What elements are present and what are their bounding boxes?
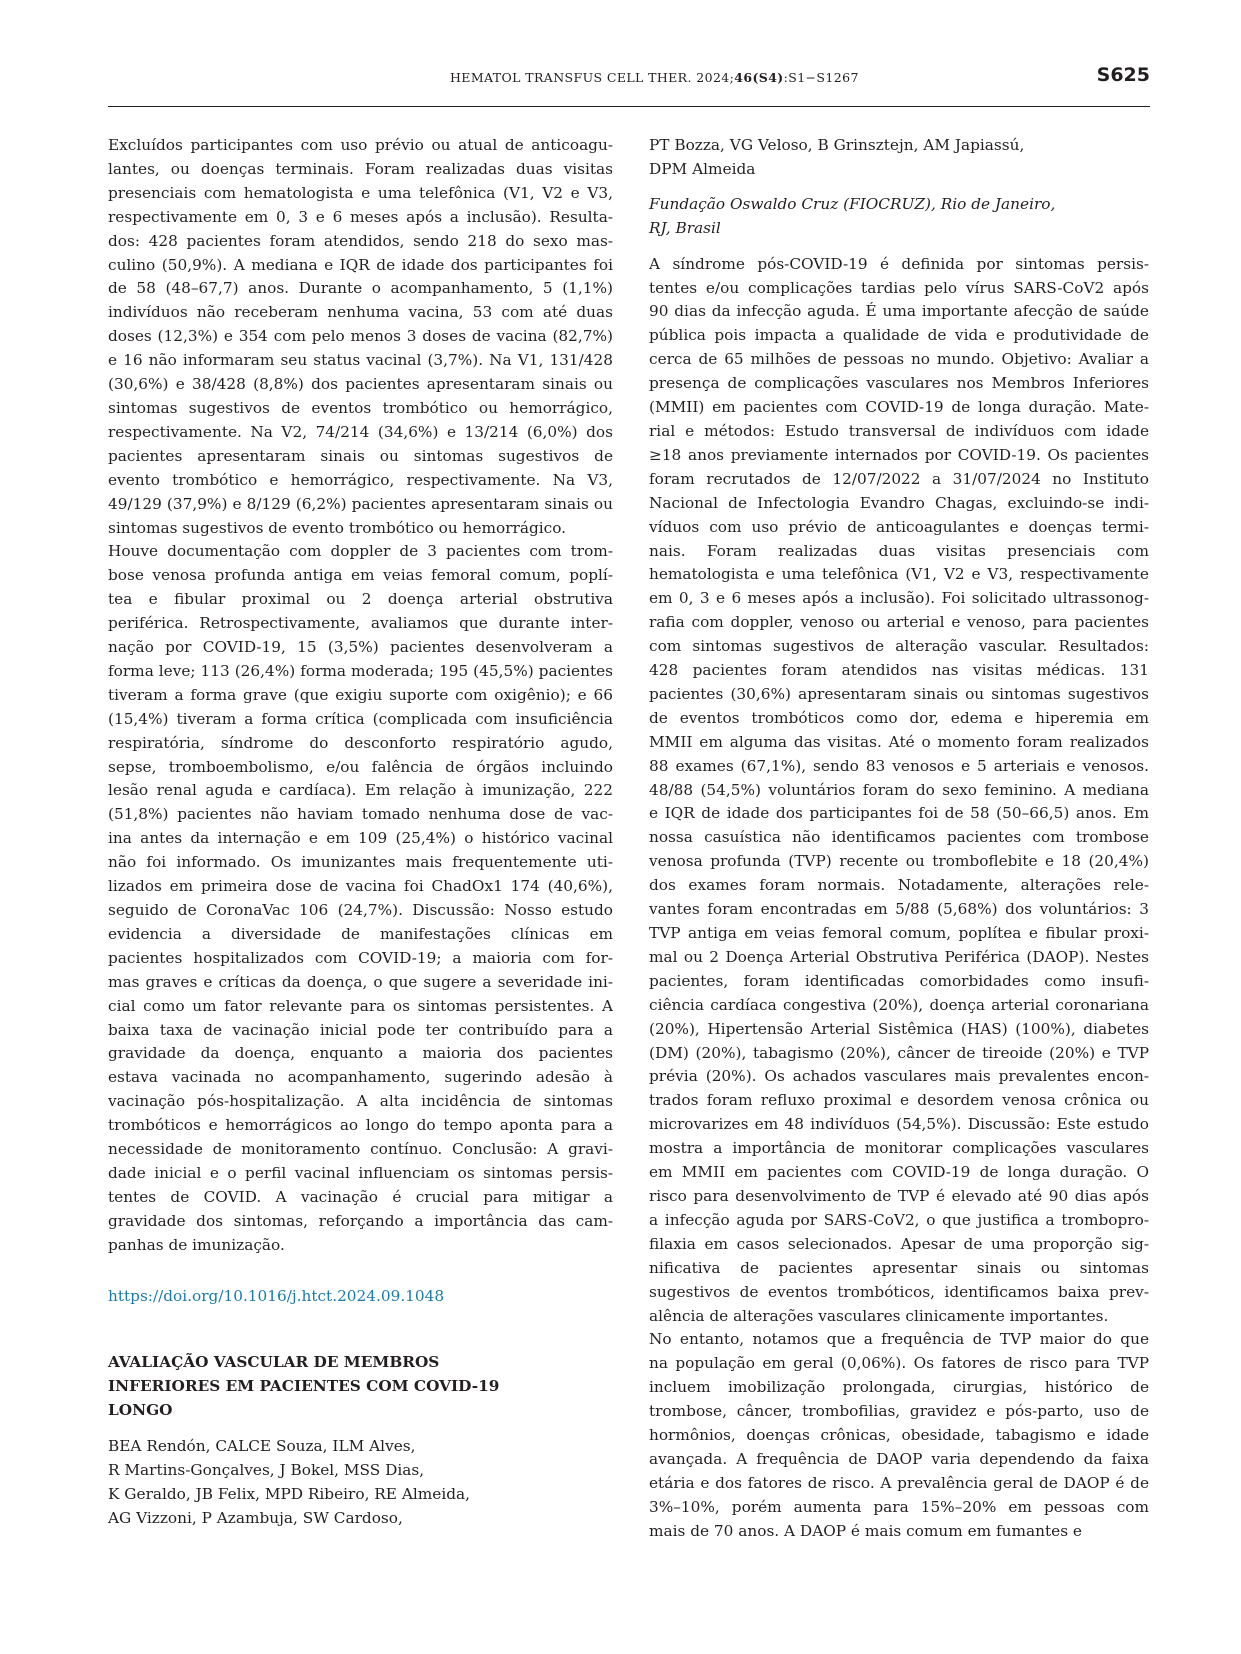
text-line: víduos com uso prévio de anticoagulantes e doenças termi- — [649, 517, 1149, 536]
author-line: R Martins-Gonçalves, J Bokel, MSS Dias, — [108, 1461, 425, 1479]
author-list-continued — [649, 134, 1149, 182]
affiliation-line: Fundação Oswaldo Cruz (FIOCRUZ), Rio de Janeiro, — [649, 194, 1056, 213]
text-line: periférica. Retrospectivamente, avaliamos que durante inter- — [108, 614, 613, 633]
text-line: risco para desenvolvimento de TVP é elevado até 90 dias após — [649, 1186, 1149, 1205]
text-line: dade inicial e o perfil vacinal influenciam os sintomas persis- — [108, 1163, 613, 1182]
article-title — [108, 1350, 499, 1422]
text-line: 88 exames (67,1%), sendo 83 venosos e 5 arteriais e venosos. — [649, 756, 1149, 775]
text-line: presenciais com hematologista e uma telefônica (V1, V2 e V3, — [108, 183, 613, 202]
text-line: venosa profunda (TVP) recente ou tromboflebite e 18 (20,4%) — [649, 852, 1149, 871]
author-list — [108, 1434, 470, 1530]
text-line: nação por COVID-19, 15 (3,5%) pacientes desenvolveram a — [108, 638, 613, 657]
text-line: cerca de 65 milhões de pessoas no mundo. Objetivo: Avaliar a — [649, 350, 1149, 369]
text-line: trombose, câncer, trombofilias, gravidez e pós-parto, uso de — [649, 1402, 1149, 1421]
text-line: evidencia a diversidade de manifestações clínicas em — [108, 924, 613, 943]
journal-citation: HEMATOL TRANSFUS CELL THER. 2024;46(S4):S1−S1267 — [450, 70, 859, 85]
text-line: doses (12,3%) e 354 com pelo menos 3 doses de vacina (82,7%) — [108, 327, 613, 346]
text-line: e IQR de idade dos participantes foi de 58 (50–66,5) anos. Em — [649, 804, 1149, 823]
text-line: não foi informado. Os imunizantes mais frequentemente uti- — [108, 853, 613, 872]
affiliation — [649, 193, 1149, 241]
text-line: etária e dos fatores de risco. A prevalência geral de DAOP é de — [649, 1473, 1149, 1492]
text-line: 428 pacientes foram atendidos nas visitas médicas. 131 — [649, 661, 1149, 680]
text-line: vacinação pós-hospitalização. A alta incidência de sintomas — [108, 1092, 613, 1111]
text-line: cial como um fator relevante para os sintomas persistentes. A — [108, 996, 613, 1015]
author-line: K Geraldo, JB Felix, MPD Ribeiro, RE Almeida, — [108, 1485, 471, 1503]
text-line: sintomas sugestivos de eventos trombótico ou hemorrágico, — [108, 398, 613, 417]
text-line: mas graves e críticas da doença, o que sugere a severidade ini- — [108, 972, 613, 991]
text-line: (30,6%) e 38/428 (8,8%) dos pacientes apresentaram sinais ou — [108, 375, 613, 394]
text-line: trombóticos e hemorrágicos ao longo do tempo aponta para a — [108, 1116, 613, 1135]
text-line: presença de complicações vasculares nos Membros Inferiores — [649, 374, 1149, 393]
text-line: pacientes, foram identificadas comorbidades como insufi- — [649, 971, 1149, 990]
text-line: TVP antiga em veias femoral comum, poplítea e fibular proxi- — [649, 924, 1149, 942]
text-line: lantes, ou doenças terminais. Foram realizadas duas visitas — [108, 159, 613, 178]
text-line: evento trombótico e hemorrágico, respectivamente. Na V3, — [108, 470, 613, 489]
text-line: MMII em alguma das visitas. Até o momento foram realizados — [649, 732, 1149, 751]
text-line: de eventos trombóticos como dor, edema e hiperemia em — [649, 708, 1149, 727]
text-line: hormônios, doenças crônicas, obesidade, tabagismo e idade — [649, 1426, 1149, 1445]
text-line: nificativa de pacientes apresentar sinais ou sintomas — [649, 1258, 1149, 1277]
text-line: mais de 70 anos. A DAOP é mais comum em fumantes e — [649, 1521, 1082, 1540]
text-line: avançada. A frequência de DAOP varia dependendo da faixa — [649, 1449, 1149, 1468]
text-line: indivíduos não receberam nenhuma vacina, 53 com até duas — [108, 303, 613, 322]
text-line: sepse, tromboembolismo, e/ou falência de órgãos incluindo — [108, 757, 613, 776]
text-line: (20%), Hipertensão Arterial Sistêmica (HAS) (100%), diabetes — [649, 1019, 1149, 1038]
text-line: nossa casuística não identificamos pacientes com trombose — [649, 828, 1149, 847]
text-line: tea e fibular proximal ou 2 doença arterial obstrutiva — [108, 590, 613, 609]
text-line: pacientes apresentaram sinais ou sintomas sugestivos de — [108, 446, 613, 465]
text-line: vantes foram encontradas em 5/88 (5,68%) dos voluntários: 3 — [649, 900, 1149, 919]
title-line: LONGO — [108, 1401, 173, 1419]
left-column-body — [108, 134, 613, 1258]
doi-link[interactable]: https://doi.org/10.1016/j.htct.2024.09.1048 — [108, 1287, 445, 1305]
title-line: AVALIAÇÃO VASCULAR DE MEMBROS — [108, 1353, 440, 1371]
text-line: dos exames foram normais. Notadamente, alterações rele- — [649, 876, 1149, 895]
text-line: 90 dias da infecção aguda. É uma importante afecção de saúde — [649, 302, 1149, 321]
text-line: trados foram refluxo proximal e desordem venosa crônica ou — [649, 1091, 1149, 1110]
text-line: em MMII em pacientes com COVID-19 de longa duração. O — [649, 1163, 1149, 1182]
text-line: sugestivos de eventos trombóticos, identificamos baixa prev- — [649, 1282, 1149, 1301]
text-line: estava vacinada no acompanhamento, sugerindo adesão à — [108, 1068, 613, 1087]
text-line: respiratória, síndrome do desconforto respiratório agudo, — [108, 733, 613, 752]
text-line: gravidade da doença, enquanto a maioria dos pacientes — [108, 1044, 613, 1063]
text-line: em 0, 3 e 6 meses após a inclusão). Foi solicitado ultrassonog- — [649, 589, 1149, 608]
text-line: pacientes (30,6%) apresentaram sinais ou sintomas sugestivos — [649, 684, 1149, 703]
header-rule — [108, 106, 1150, 107]
text-line: ina antes da internação e em 109 (25,4%) o histórico vacinal — [108, 829, 613, 848]
text-line: 3%–10%, porém aumenta para 15%–20% em pessoas com — [649, 1497, 1149, 1516]
title-line: INFERIORES EM PACIENTES COM COVID-19 — [108, 1377, 500, 1395]
text-line: (15,4%) tiveram a forma crítica (complicada com insuficiência — [108, 709, 613, 728]
text-line: nais. Foram realizadas duas visitas presenciais com — [649, 541, 1149, 560]
text-line: com sintomas sugestivos de alteração vascular. Resultados: — [649, 637, 1149, 656]
text-line: sintomas sugestivos de evento trombótico ou hemorrágico. — [108, 518, 567, 537]
text-line: mal ou 2 Doença Arterial Obstrutiva Periférica (DAOP). Nestes — [649, 947, 1149, 966]
running-header — [108, 64, 1150, 94]
text-line: 48/88 (54,5%) voluntários foram do sexo feminino. A mediana — [649, 780, 1149, 799]
text-line: Nacional de Infectologia Evandro Chagas, excluindo-se indi- — [649, 493, 1149, 512]
text-line: baixa taxa de vacinação inicial pode ter contribuído para a — [108, 1020, 613, 1039]
text-line: pacientes hospitalizados com COVID-19; a maioria com for- — [108, 948, 613, 967]
text-line: de 58 (48–67,7) anos. Durante o acompanhamento, 5 (1,1%) — [108, 279, 613, 298]
text-line: incluem imobilização prolongada, cirurgias, histórico de — [649, 1378, 1149, 1397]
author-line: AG Vizzoni, P Azambuja, SW Cardoso, — [108, 1509, 403, 1527]
text-line: mostra a importância de monitorar complicações vasculares — [649, 1139, 1149, 1158]
text-line: ≥18 anos previamente internados por COVID-19. Os pacientes — [649, 445, 1149, 464]
abstract-body — [649, 253, 1149, 1544]
text-line: culino (50,9%). A mediana e IQR de idade dos participantes foi — [108, 255, 613, 274]
text-line: Houve documentação com doppler de 3 pacientes com trom- — [108, 542, 613, 561]
text-line: rial e métodos: Estudo transversal de indivíduos com idade — [649, 421, 1149, 440]
text-line: rafia com doppler, venoso ou arterial e venoso, para pacientes — [649, 613, 1149, 632]
text-line: respectivamente. Na V2, 74/214 (34,6%) e 13/214 (6,0%) dos — [108, 422, 613, 441]
text-line: forma leve; 113 (26,4%) forma moderada; 195 (45,5%) pacientes — [108, 661, 613, 680]
text-line: bose venosa profunda antiga em veias femoral comum, poplí- — [108, 566, 613, 585]
author-line: BEA Rendón, CALCE Souza, ILM Alves, — [108, 1437, 416, 1455]
text-line: (51,8%) pacientes não haviam tomado nenhuma dose de vac- — [108, 805, 613, 824]
text-line: No entanto, notamos que a frequência de TVP maior do que — [649, 1330, 1149, 1349]
text-line: pública pois impacta a qualidade de vida e produtividade de — [649, 326, 1149, 345]
author-line: DPM Almeida — [649, 159, 756, 178]
text-line: hematologista e uma telefônica (V1, V2 e V3, respectivamente — [649, 565, 1149, 584]
text-line: gravidade dos sintomas, reforçando a importância das cam- — [108, 1211, 613, 1230]
text-line: (DM) (20%), tabagismo (20%), câncer de tireoide (20%) e TVP — [649, 1043, 1149, 1062]
text-line: e 16 não informaram seu status vacinal (3,7%). Na V1, 131/428 — [108, 351, 613, 370]
affiliation-line: RJ, Brasil — [649, 218, 721, 237]
page-number: S625 — [1096, 64, 1150, 86]
text-line: alência de alterações vasculares clinicamente importantes. — [649, 1306, 1109, 1325]
text-line: dos: 428 pacientes foram atendidos, sendo 218 do sexo mas- — [108, 231, 613, 250]
text-line: 49/129 (37,9%) e 8/129 (6,2%) pacientes apresentaram sinais ou — [108, 494, 613, 513]
text-line: foram recrutados de 12/07/2022 a 31/07/2024 no Instituto — [649, 469, 1149, 488]
text-line: na população em geral (0,06%). Os fatores de risco para TVP — [649, 1354, 1149, 1373]
text-line: A síndrome pós-COVID-19 é definida por sintomas persis- — [649, 254, 1149, 273]
text-line: seguido de CoronaVac 106 (24,7%). Discussão: Nosso estudo — [108, 901, 613, 919]
text-line: tiveram a forma grave (que exigiu suporte com oxigênio); e 66 — [108, 685, 613, 704]
right-column — [649, 134, 1149, 1544]
text-line: Excluídos participantes com uso prévio ou atual de anticoagu- — [108, 136, 613, 154]
text-line: microvarizes em 48 indivíduos (54,5%). Discussão: Este estudo — [649, 1115, 1149, 1134]
text-line: (MMII) em pacientes com COVID-19 de longa duração. Mate- — [649, 398, 1149, 417]
text-line: filaxia em casos selecionados. Apesar de uma proporção sig- — [649, 1234, 1149, 1253]
text-line: lizados em primeira dose de vacina foi ChadOx1 174 (40,6%), — [108, 877, 613, 896]
author-line: PT Bozza, VG Veloso, B Grinsztejn, AM Japiassú, — [649, 136, 1025, 154]
text-line: prévia (20%). Os achados vasculares mais prevalentes encon- — [649, 1067, 1149, 1086]
text-line: ciência cardíaca congestiva (20%), doença arterial coronariana — [649, 995, 1149, 1014]
text-line: panhas de imunização. — [108, 1235, 285, 1254]
text-line: respectivamente em 0, 3 e 6 meses após a inclusão). Resulta- — [108, 207, 613, 226]
text-line: tentes de COVID. A vacinação é crucial para mitigar a — [108, 1187, 613, 1206]
text-line: lesão renal aguda e cardíaca). Em relação à imunização, 222 — [108, 781, 613, 800]
text-line: tentes e/ou complicações tardias pelo vírus SARS-CoV2 após — [649, 278, 1149, 297]
text-line: necessidade de monitoramento contínuo. Conclusão: A gravi- — [108, 1140, 613, 1159]
text-line: a infecção aguda por SARS-CoV2, o que justifica a trombopro- — [649, 1210, 1149, 1229]
